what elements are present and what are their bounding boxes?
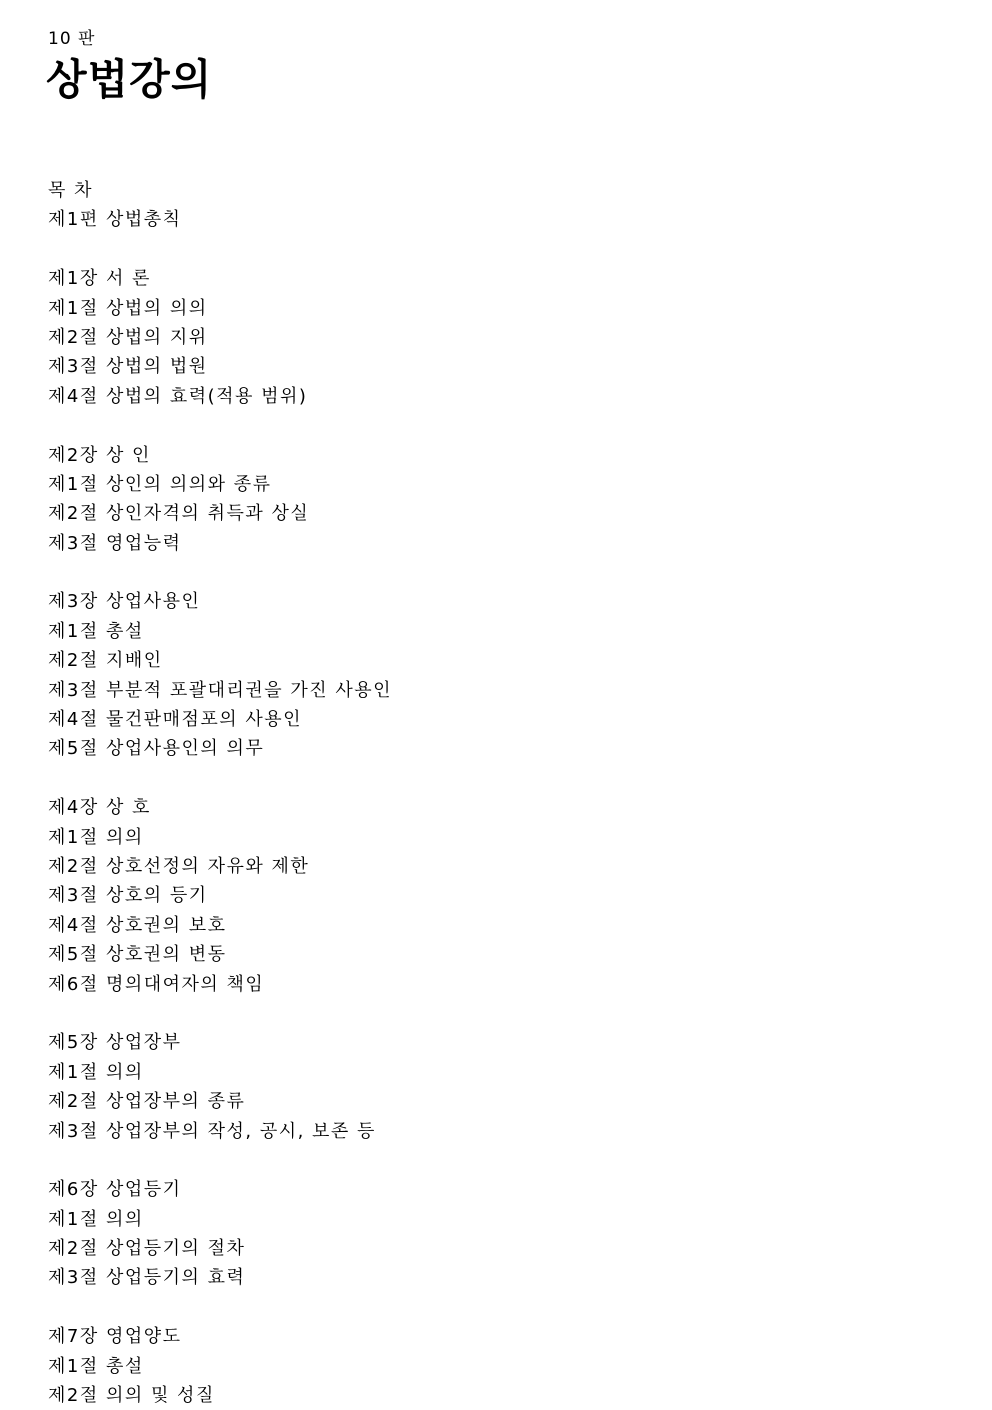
toc-entry: 제3절 상업등기의 효력: [48, 1267, 246, 1289]
toc-entry: 제2절 상법의 지위: [48, 326, 208, 348]
toc-entry: 제3절 영업능력: [48, 532, 182, 554]
toc-spacer: [48, 411, 948, 440]
toc-spacer: [48, 558, 948, 587]
edition-label: 10 판: [48, 29, 96, 49]
toc-entry: 제1절 의의: [48, 1208, 144, 1230]
book-title: 상법강의: [46, 55, 213, 104]
toc-entry: 제4절 상호권의 보호: [48, 914, 227, 936]
toc-entry: 제5장 상업장부: [48, 1032, 182, 1054]
toc-entry: 제2절 상호선정의 자유와 제한: [48, 855, 310, 877]
toc-entry: 제4절 물건판매점포의 사용인: [48, 709, 303, 731]
toc-entry: 제2절 의의 및 성질: [48, 1385, 215, 1407]
toc-entry: 제2절 상업장부의 종류: [48, 1091, 246, 1113]
toc-entry: 제1절 총설: [48, 1355, 144, 1377]
toc-entry: 제2절 지배인: [48, 650, 163, 672]
toc-entry: 제6장 상업등기: [48, 1179, 182, 1201]
toc-entry: 제4장 상 호: [48, 797, 151, 819]
toc-entry: 제1절 상법의 의의: [48, 297, 208, 319]
toc-entry: 제1절 상인의 의의와 종류: [48, 473, 272, 495]
toc-entry: 제7장 영업양도: [48, 1326, 182, 1348]
toc-spacer: [48, 1293, 948, 1322]
toc-entry: 제1장 서 론: [48, 268, 151, 290]
toc-entry: 제5절 상업사용인의 의무: [48, 738, 265, 760]
toc-entry: 제1절 의의: [48, 826, 144, 848]
toc-entry: 목 차: [48, 180, 93, 201]
toc-entry: 제3절 상업장부의 작성, 공시, 보존 등: [48, 1120, 376, 1142]
toc-entry: 제4절 상법의 효력(적용 범위): [48, 385, 308, 407]
toc-entry: 제3절 상호의 등기: [48, 885, 208, 907]
toc-entry: 제3절 상법의 법원: [48, 356, 208, 378]
toc-entry: 제2절 상업등기의 절차: [48, 1238, 246, 1260]
toc-entry: 제2장 상 인: [48, 444, 151, 466]
toc-entry: 제5절 상호권의 변동: [48, 944, 227, 966]
toc-spacer: [48, 235, 948, 264]
table-of-contents: [48, 176, 948, 1410]
toc-entry: 제1절 의의: [48, 1061, 144, 1083]
toc-entry: 제6절 명의대여자의 책임: [48, 973, 265, 995]
toc-entry: 제1편 상법총칙: [48, 209, 182, 231]
toc-entry: 제1절 총설: [48, 620, 144, 642]
toc-entry: 제3절 부분적 포괄대리권을 가진 사용인: [48, 679, 393, 701]
toc-spacer: [48, 764, 948, 793]
toc-entry: 제2절 상인자격의 취득과 상실: [48, 503, 310, 525]
toc-entry: 제3장 상업사용인: [48, 591, 201, 613]
toc-spacer: [48, 1146, 948, 1175]
toc-spacer: [48, 999, 948, 1028]
